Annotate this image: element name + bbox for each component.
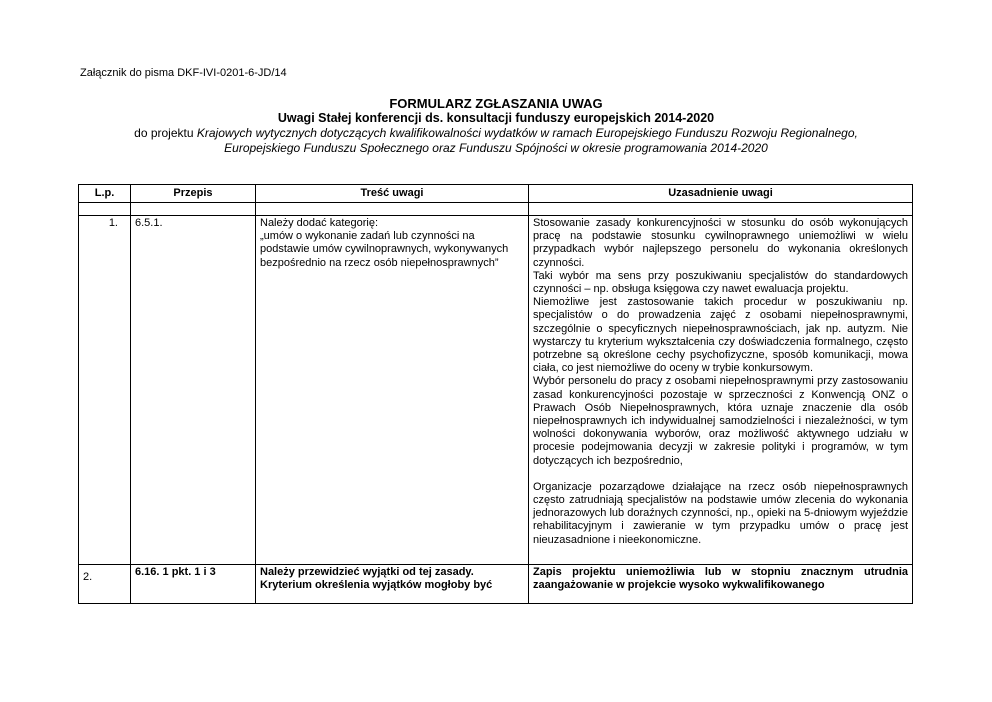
header-przepis: Przepis (131, 185, 256, 203)
project-line-1 (80, 126, 912, 141)
row-tresc: Należy dodać kategorię: „umów o wykonanie zadań lub czynności na podstawie umów cywilnoprawnych, wykonywanych bezpośrednio na rzecz osób niepełnosprawnych” (256, 216, 529, 565)
row-uzasadnienie: Zapis projektu uniemożliwia lub w stopniu znacznym utrudnia zaangażowanie w projekcie wysoko wykwalifikowanego (529, 565, 913, 604)
justification-paragraph: Taki wybór ma sens przy poszukiwaniu specjalistów do standardowych czynności – np. obsługa księgowa czy nawet ewaluacja projektu. (533, 269, 908, 296)
row-tresc: Należy przewidzieć wyjątki od tej zasady. Kryterium określenia wyjątków mogłoby być (256, 565, 529, 604)
row-przepis: 6.16. 1 pkt. 1 i 3 (131, 565, 256, 604)
project-line-2 (80, 141, 912, 156)
table-spacer-row (79, 203, 913, 216)
comments-table (78, 184, 913, 604)
row-uzasadnienie (529, 216, 913, 565)
justification-paragraph: Stosowanie zasady konkurencyjności w stosunku do osób wykonujących pracę na podstawie stosunku cywilnoprawnego uniemożliwi w wielu przypadkach wybór najlepszego personelu do wykonania określonych czynności. (533, 217, 908, 269)
table-row (79, 216, 913, 565)
project-name-1: Krajowych wytycznych dotyczących kwalifikowalności wydatków w ramach Europejskiego Funduszu Rozwoju Regionalnego, (196, 126, 858, 140)
table-row (79, 565, 913, 604)
justification-paragraph: Wybór personelu do pracy z osobami niepełnosprawnymi przy zastosowaniu zasad konkurencyjności pozostaje w sprzeczności z Konwencją ONZ o Prawach Osób Niepełnosprawnych, która uznaje znaczenie dla osób niepełnosprawnych ich indywidualnej samodzielności i niezależności, w tym wolności dokonywania wyborów, oraz możliwość aktywnego udziału w procesie podejmowania decyzji w zakresie polityki i programów, w tym dotyczących ich bezpośrednio, (533, 375, 908, 467)
header-lp: L.p. (79, 185, 131, 203)
row-lp: 1. (79, 216, 131, 565)
row-lp: 2. (79, 565, 131, 604)
table-header-row (79, 185, 913, 203)
document-header (80, 96, 912, 156)
attachment-reference: Załącznik do pisma DKF-IVI-0201-6-JD/14 (80, 67, 287, 79)
project-name-2: Europejskiego Funduszu Społecznego oraz Funduszu Spójności w okresie programowania 2014-2020 (224, 141, 768, 155)
header-tresc: Treść uwagi (256, 185, 529, 203)
project-prefix: do projektu (134, 126, 197, 140)
justification-paragraph: Organizacje pozarządowe działające na rzecz osób niepełnosprawnych często zatrudniają specjalistów na podstawie umów zlecenia do wykonania jednorazowych lub doraźnych czynności, np., opieki na 5-dniowym wyjeździe rehabilitacyjnym i zawieranie w tym przypadku umów o pracę jest nieuzasadnione i nieekonomiczne. (533, 480, 908, 546)
row-przepis: 6.5.1. (131, 216, 256, 565)
form-subtitle: Uwagi Stałej konferencji ds. konsultacji funduszy europejskich 2014-2020 (277, 111, 715, 125)
justification-paragraph: Niemożliwe jest zastosowanie takich procedur w poszukiwaniu np. specjalistów o do prowadzenia zajęć z osobami niepełnosprawnymi, szczególnie o specyficznych niepełnosprawnościach, jak np. autyzm. Nie wystarczy tu kryterium wykształcenia czy doświadczenia formalnego, często potrzebne są określone cechy psychofizyczne, sposób komunikacji, mowa ciała, co jest niemożliwe do oceny w trybie konkursowym. (533, 296, 908, 375)
header-uzasadnienie: Uzasadnienie uwagi (529, 185, 913, 203)
form-title: FORMULARZ ZGŁASZANIA UWAG (389, 96, 603, 111)
